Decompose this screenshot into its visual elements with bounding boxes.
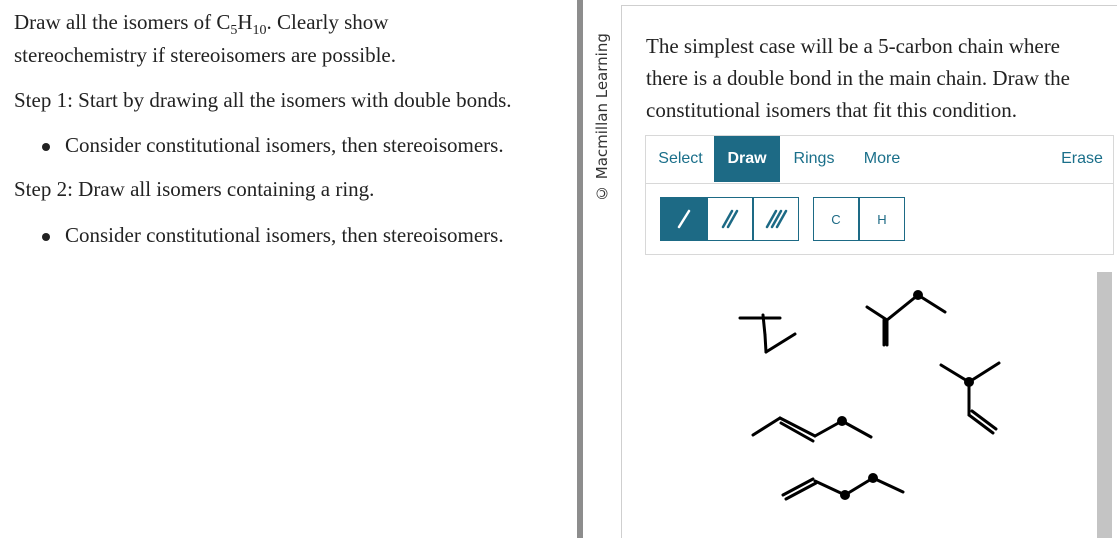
molecule-2-methyl-2-butene[interactable] [740, 315, 795, 352]
hydrogen-atom-label: H [877, 211, 887, 227]
triple-bond-tool[interactable] [753, 197, 799, 241]
molecule-3-methyl-1-butene-b[interactable] [941, 363, 999, 433]
step-1-text: Step 1: Start by drawing all the isomers with double bonds. [14, 88, 512, 112]
single-bond-tool[interactable] [660, 197, 707, 241]
bullet-icon [42, 233, 50, 241]
selected-atom-dot[interactable] [840, 490, 850, 500]
double-bond-icon [716, 205, 744, 233]
hydrogen-atom-tool[interactable] [859, 197, 905, 241]
bullet-icon [42, 143, 50, 151]
copyright-text: © Macmillan Learning [593, 33, 611, 202]
tab-more[interactable]: More [863, 150, 901, 167]
step-2-text: Step 2: Draw all isomers containing a ring. [14, 177, 375, 201]
question-line-2: stereochemistry if stereoisomers are possible. [14, 43, 396, 67]
tab-rings[interactable]: Rings [793, 150, 835, 167]
triple-bond-icon [762, 205, 790, 233]
single-bond-icon [670, 205, 698, 233]
selected-atom-dot[interactable] [964, 377, 974, 387]
molecule-2-pentene[interactable] [753, 418, 871, 441]
tab-draw[interactable]: Draw [714, 136, 780, 182]
drawing-canvas[interactable] [645, 255, 1097, 538]
selected-atom-dot[interactable] [913, 290, 923, 300]
carbon-atom-tool[interactable] [813, 197, 859, 241]
molecule-sketcher [645, 135, 1114, 255]
canvas-scrollbar[interactable] [1097, 272, 1112, 538]
carbon-atom-label: C [831, 211, 841, 227]
molecule-3-methyl-1-butene-a[interactable] [867, 295, 945, 345]
selected-atom-dot[interactable] [868, 473, 878, 483]
erase-button[interactable]: Erase [1061, 150, 1103, 167]
tab-select[interactable]: Select [658, 150, 703, 167]
step-1-bullet-text: Consider constitutional isomers, then stereoisomers. [65, 133, 504, 157]
double-bond-tool[interactable] [707, 197, 753, 241]
question-line-1: Draw all the isomers of $C_5H_{10}$. Clearly show [14, 10, 389, 38]
instructions-text: The simplest case will be a 5-carbon chain where there is a double bond in the main chain. Draw the constitutional isomers that fit this condition. [646, 34, 1070, 122]
sketcher-toolbar [646, 136, 1113, 184]
step-2-bullet-text: Consider constitutional isomers, then stereoisomers. [65, 223, 504, 247]
panel-divider[interactable] [577, 0, 583, 538]
selected-atom-dot[interactable] [837, 416, 847, 426]
